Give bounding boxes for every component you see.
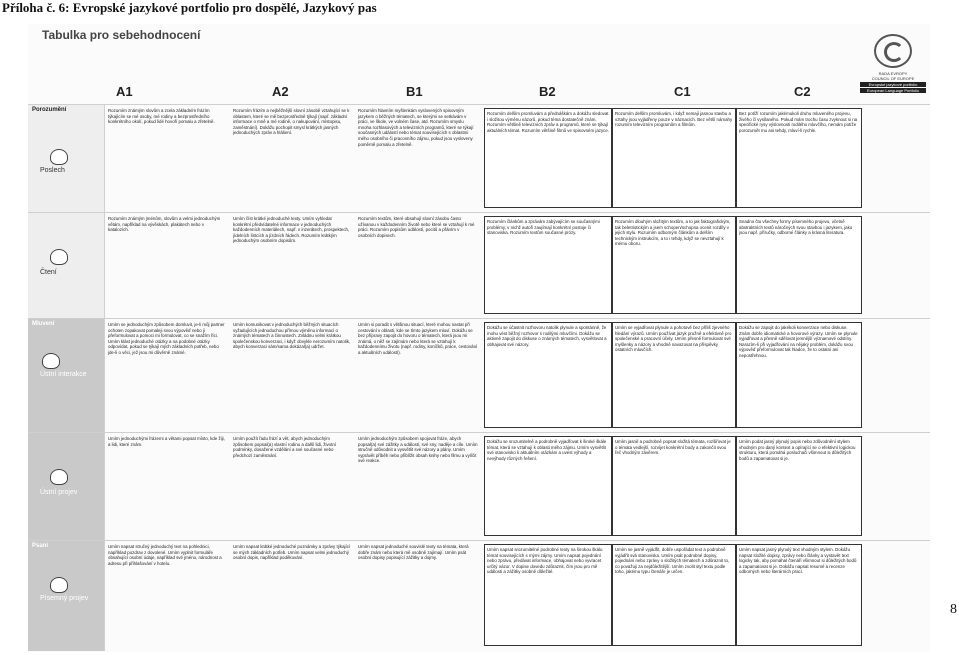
level-b2: B2 xyxy=(539,84,556,99)
level-a1: A1 xyxy=(116,84,133,99)
ear-icon xyxy=(50,149,68,165)
cell-psani-c1: Umím se jasně vyjádřit, dobře uspořádat text a podrobně vyjádřit svá stanoviska. Umím psát podrobné dopisy, pojednání nebo zprávy o složitých tématech a zdůraznit to, co považuji za nejdůležitější. Umím zvolit styl textu podle toho, jakému typu čtenáře je určen. xyxy=(612,544,736,646)
row-category-heading: Porozumění xyxy=(32,107,67,113)
logo-org-cz: RADA EVROPY xyxy=(878,71,908,76)
scanned-table-page xyxy=(28,24,930,652)
cell-poslech-a1: Rozumím známým slovům a zcela základním frázím týkajícím se mé osoby, mé rodiny a bezprostředního konkrétního okolí, pokud lidé hovoří pomalu a zřetelně. xyxy=(108,108,215,125)
row-poslech xyxy=(28,104,930,213)
cell-interakce-a2: Umím komunikovat v jednoduchých běžných situacích vyžadujících jednoduchou přímou výměnu informací o známých tématech a činnostech. Zvládnu velmi krátkou společenskou konverzaci, i když obvykle nerozumím natolik, abych konverzaci sám/sama dokázal(a) udržet. xyxy=(233,322,351,350)
row-skill-name: Písemný projev xyxy=(40,595,89,602)
cell-projev-c1: Umím jasně a podrobně popsat složitá témata, rozšiřovat je o témata vedlejší, rozvíjet konkrétní body a zakončit svou řeč vhodným závěrem. xyxy=(612,436,736,536)
cell-psani-a1: Umím napsat stručný jednoduchý text na pohlednici, například pozdrav z dovolené. Umím vyplnit formuláře obsahující osobní údaje, například své jméno, národnost a adresu při přihlašování v hotelu. xyxy=(108,544,222,566)
row-cteni xyxy=(28,212,930,319)
cell-psani-a2: Umím napsat krátké jednoduché poznámky a zprávy týkající se mých základních potřeb. Umím napsat velmi jednoduchý osobní dopis, například poděkování. xyxy=(233,544,351,561)
row-skill-name: Ústní projev xyxy=(40,489,78,496)
cell-cteni-b2: Rozumím článkům a zprávám zabývajícím se současnými problémy, v nichž autoři zaujímají konkrétní postoje či stanoviska. Rozumím textům současné prózy. xyxy=(484,216,612,314)
row-skill-name: Ústní interakce xyxy=(40,371,87,378)
cell-cteni-a2: Umím číst krátké jednoduché texty. Umím vyhledat konkrétní předvídatelné informace v jednoduchých každodenních materiálech, např. v inzerátech, prospektech, jídelních lístcích a jízdních řádech. Rozumím krátkým jednoduchým osobním dopisům. xyxy=(233,216,350,244)
cell-projev-b1: Umím jednoduchým způsobem spojovat fráze, abych popsal(a) své zážitky a události, své sny, naděje a cíle. Umím stručně odůvodnit a vysvětlit své názory a plány. Umím vyprávět příběh nebo přiblížit obsah knihy nebo filmu a vylíčit své reakce. xyxy=(358,436,478,464)
cell-projev-a1: Umím jednoduchými frázemi a větami popsat místo, kde žiji, a lidi, které znám. xyxy=(108,436,225,447)
row-label-poslech xyxy=(28,105,105,213)
row-skill-name: Poslech xyxy=(40,167,65,174)
cell-projev-c2: Umím podat jasný plynulý popis nebo zdůvodnění stylem vhodným pro daný kontext a opírající se o efektivní logickou strukturu, která pomáhá posluchači všimnout si důležitých bodů a zapamatovat si je. xyxy=(736,436,862,536)
cell-poslech-c1: Rozumím delším promluvám, i když nemají jasnou stavbu a vztahy jsou vyjádřeny pouze v náznacích. Bez větší námahy rozumím televizním programům a filmům. xyxy=(612,108,736,208)
row-label-ustni-projev xyxy=(28,433,105,541)
cell-poslech-c2: Bez potíží rozumím jakémukoli druhu mluveného projevu, živého či vysílaného. Pokud mám trochu času zvyknout si na specifické rysy výslovnosti rodilého mluvčího, nemám potíže porozumět mu ani tehdy, mluví-li rychle. xyxy=(736,108,862,208)
cell-interakce-b2: Dokážu se účastnit rozhovoru natolik plynule a spontánně, že mohu vést běžný rozhovor s rodilými mluvčími. Dokážu se aktivně zapojit do diskuse o známých tématech, vysvětlovat a obhajovat své názory. xyxy=(484,322,612,428)
row-category-heading: Psaní xyxy=(32,543,49,549)
logo-org-en: COUNCIL OF EUROPE xyxy=(871,76,915,81)
level-a2: A2 xyxy=(272,84,289,99)
row-skill-name: Čtení xyxy=(40,269,57,276)
eye-icon xyxy=(50,249,68,265)
cell-projev-a2: Umím použít řadu frází a vět, abych jednoduchým způsobem popsal(a) vlastní rodinu a další lidi, životní podmínky, dosažené vzdělání a své současné nebo předchozí zaměstnání. xyxy=(233,436,336,458)
cell-interakce-c1: Umím se vyjadřovat plynule a pohotově bez příliš zjevného hledání výrazů. Umím používat jazyk pružně a efektivně pro společenské a pracovní účely. Umím přesně formulovat své myšlenky a názory a vhodně navazovat na příspěvky ostatních mluvčích. xyxy=(612,322,736,428)
cell-psani-b1: Umím napsat jednoduché souvislé texty na témata, která dobře znám nebo která mě osobně zajímají. Umím psát osobní dopisy popisující zážitky a dojmy. xyxy=(358,544,469,561)
cell-interakce-b1: Umím si poradit s většinou situací, které mohou nastat při cestování v oblasti, kde se tímto jazykem mluví. Dokážu se bez přípravy zapojit do hovoru o tématech, která jsou mi známá, o něž se zajímám nebo která se vztahují k každodennímu životu (např. rodiny, koníčků, práce, cestování a aktuálních událostí). xyxy=(358,322,478,355)
level-c2: C2 xyxy=(794,84,811,99)
cell-psani-b2: Umím napsat srozumitelné podrobné texty na širokou škálu témat souvisejících s mými zájmy. Umím napsat pojednání nebo zprávu, předávat informace, obhajovat nebo vyvracet určitý názor. V dopise dovedu zdůraznit, čím jsou pro mě události a zážitky osobně důležité. xyxy=(484,544,612,646)
speaking-face-icon xyxy=(50,469,68,485)
row-label-cteni xyxy=(28,213,105,319)
document-title: Příloha č. 6: Evropské jazykové portfolio pro dospělé, Jazykový pas xyxy=(2,0,377,15)
cell-interakce-a1: Umím se jednoduchým způsobem domluvit, je-li můj partner ochoten zopakovat pomaleji svou výpověď nebo ji přeformulovat a pomoci mi formulovat, co se snažím říci. Umím klást jednoduché otázky a na podobné otázky odpovídat, pokud se týkají mých základních potřeb, nebo jde-li o věci, jež jsou mi důvěrně známé. xyxy=(108,322,225,355)
row-category-heading: Mluvení xyxy=(32,321,55,327)
writing-hand-icon xyxy=(50,577,68,593)
speaking-faces-icon xyxy=(42,353,60,369)
level-c1: C1 xyxy=(674,84,691,99)
row-label-ustni-interakce xyxy=(28,319,105,433)
cell-interakce-c2: Dokážu se zapojit do jakékoli konverzace nebo diskuse. Znám dobře idiomatické a hovorové výrazy. Umím se plynule vyjadřovat a přesně sdělovat jemnější významové odstíny. Narazím-li při vyjadřování na nějaký problém, dokážu svou výpověď přeformulovat tak hladce, že to ostatní ani nepostřehnou. xyxy=(736,322,862,428)
cell-poslech-a2: Rozumím frázím a nejběžnější slovní zásobě vztahující se k oblastem, které se mě bezprostředně týkají (např. základní informace o mně a mé rodině, o nakupování, místopisu, zaměstnání). Dokážu pochopit smysl krátkých jasných jednoduchých zpráv a hlášení. xyxy=(233,108,350,136)
page-number: 8 xyxy=(950,602,957,617)
cell-cteni-c1: Rozumím dlouhým složitým textům, a to jak faktografickým, tak beletristickým a jsem schopen/schopna ocenit rozdíly v jejich stylu. Rozumím odborným článkům a delším technickým instrukcím, a to i tehdy, když se nevztahují k mému oboru. xyxy=(612,216,736,314)
row-pisemny-projev xyxy=(28,540,930,651)
cell-cteni-c2: Snadno čtu všechny formy písemného projevu, včetně abstraktních textů náročných svou stavbou i jazykem, jako jsou např. příručky, odborné články a krásná literatura. xyxy=(736,216,862,314)
cell-poslech-b1: Rozumím hlavním myšlenkám vyslovených spisovným jazykem o běžných tématech, se kterými se setkávám v práci, ve škole, ve volném čase, atd. Rozumím smyslu mnoha rozhlasových a televizních programů, které se týkají současných událostí nebo témat souvisejících s oblastmi mého osobního či pracovního zájmu, pokud jsou vysloveny poměrně pomalu a zřetelně. xyxy=(358,108,474,147)
row-ustni-projev xyxy=(28,432,930,541)
council-of-europe-seal-icon xyxy=(874,34,912,68)
cell-psani-c2: Umím napsat jasný plynulý text vhodným stylem. Dokážu napsat složité dopisy, zprávy nebo články a vystavět text logicky tak, aby pomáhal čtenáři všimnout si důležitých bodů a zapamatovat si je. Dokážu napsat resumé a recenze odborných nebo literárních prací. xyxy=(736,544,862,646)
level-b1: B1 xyxy=(406,84,423,99)
table-title: Tabulka pro sebehodnocení xyxy=(42,28,201,42)
level-header-row xyxy=(84,84,930,102)
logo-portfolio-en: European Language Portfolio xyxy=(860,88,926,93)
cell-projev-b2: Dokážu se srozumitelně a podrobně vyjadřovat k široké škále témat, která se vztahují k oblasti mého zájmu. Umím vysvětlit své stanovisko k aktuálním otázkám a uvést výhody a nevýhody různých řešení. xyxy=(484,436,612,536)
row-ustni-interakce xyxy=(28,318,930,433)
row-label-pisemny-projev xyxy=(28,541,105,651)
logo-portfolio-cz: Evropské jazykové portfolio xyxy=(860,82,926,87)
cell-cteni-b1: Rozumím textům, které obsahují slovní zásobu často užívanou v každodenním životě nebo které se vztahují k mé práci. Rozumím popisům událostí, pocitů a přáním v osobních dopisech. xyxy=(358,216,475,238)
cell-cteni-a1: Rozumím známým jménům, slovům a velmi jednoduchým větám, například na vývěskách, plakátech nebo v katalozích. xyxy=(108,216,221,233)
cell-poslech-b2: Rozumím delším promluvám a přednáškám a dokážu sledovat i složitou výměnu názorů, pokud téma dostatečně znám. Rozumím většině televizních zpráv a programů, které se týkají aktuálních témat. Rozumím většině filmů ve spisovném jazyce. xyxy=(484,108,612,208)
